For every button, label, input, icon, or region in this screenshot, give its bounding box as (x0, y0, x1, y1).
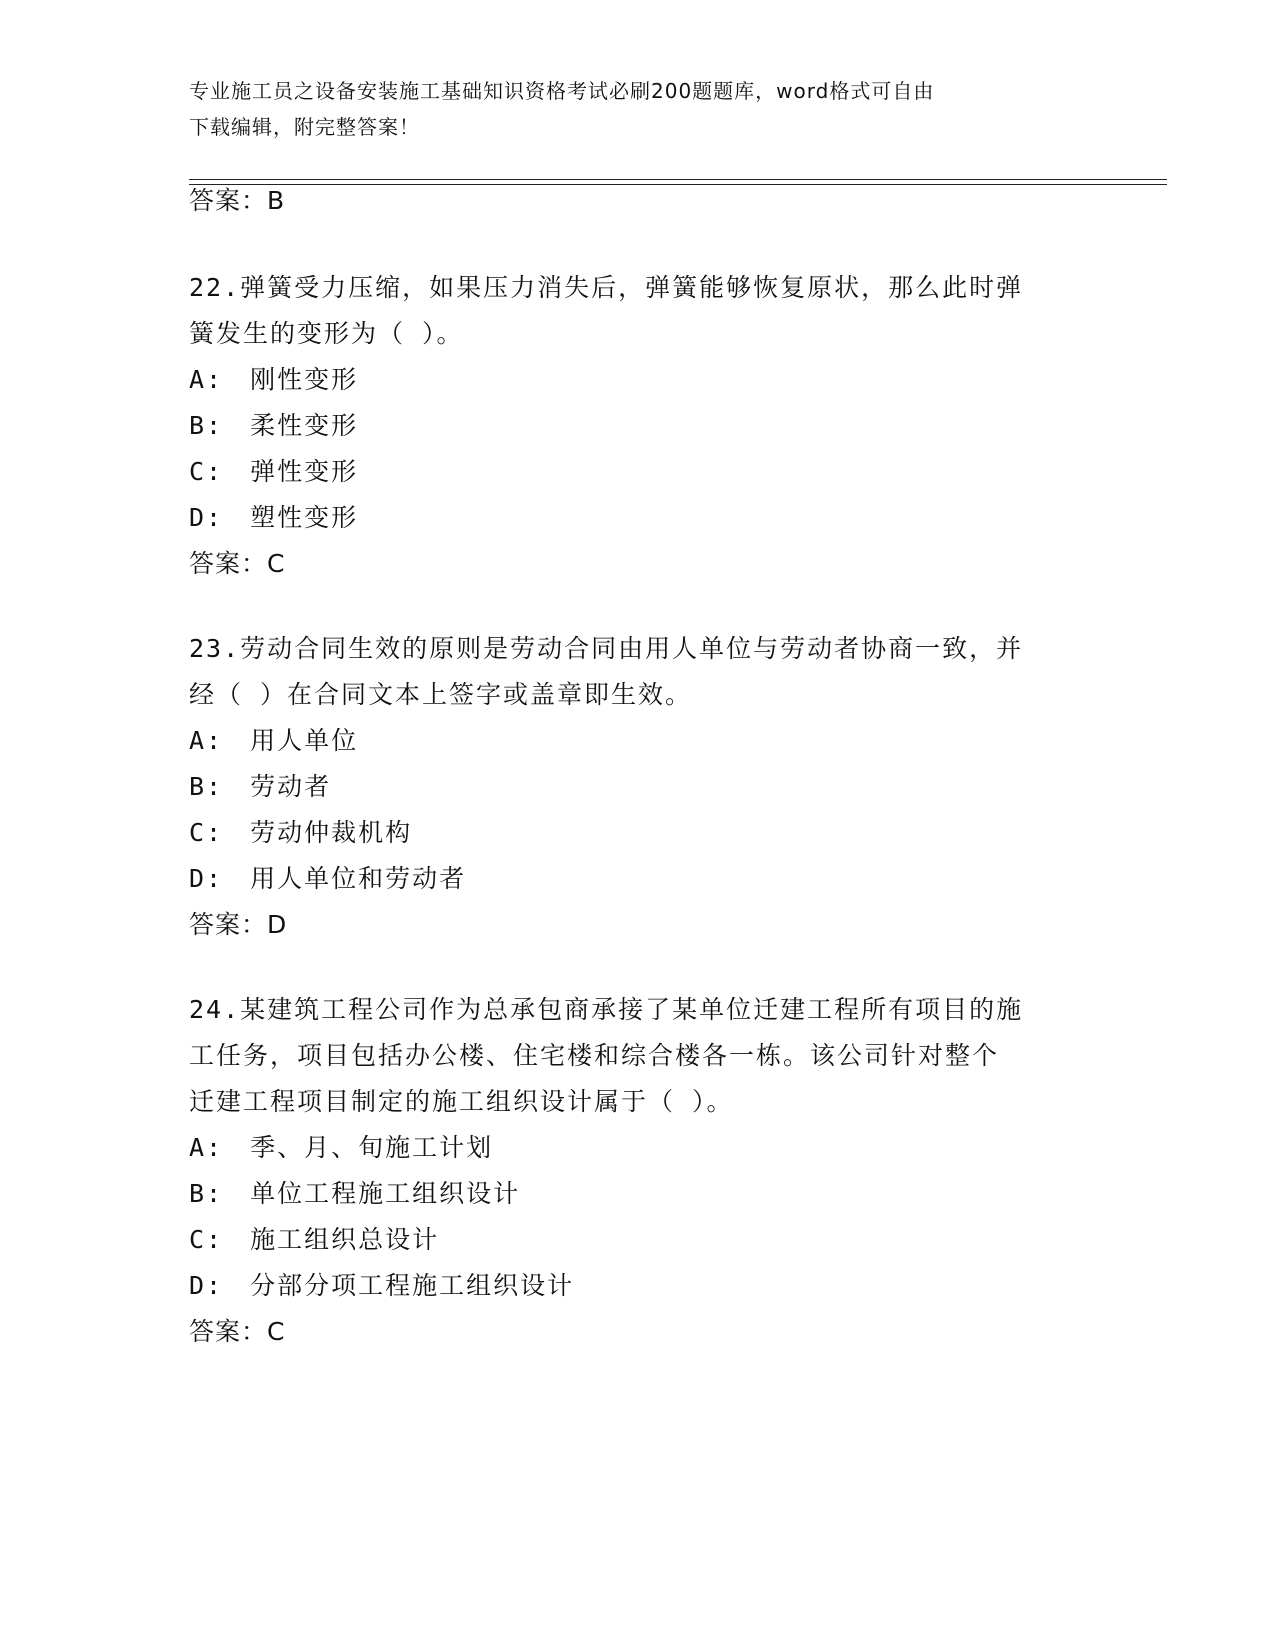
question-23-answer: 答案：D (189, 910, 288, 939)
document-header (189, 73, 1089, 145)
question-22-option-a: A: 刚性变形 (189, 365, 359, 394)
question-24-option-d: D: 分部分项工程施工组织设计 (189, 1271, 575, 1300)
question-24-option-c: C: 施工组织总设计 (189, 1225, 440, 1254)
question-24-text-line-2: 工任务，项目包括办公楼、住宅楼和综合楼各一栋。该公司针对整个 (189, 1041, 1000, 1070)
question-24 (189, 987, 1089, 1355)
question-22-text-line-2: 簧发生的变形为（ ）。 (189, 319, 464, 348)
question-23-text-line-2: 经（ ）在合同文本上签字或盖章即生效。 (189, 680, 693, 709)
question-23-text-line-1: 23.劳动合同生效的原则是劳动合同由用人单位与劳动者协商一致，并 (189, 634, 1024, 663)
question-22 (189, 265, 1089, 587)
header-line-1: 专业施工员之设备安装施工基础知识资格考试必刷200题题库，word格式可自由 (189, 79, 935, 103)
previous-answer-block (189, 178, 1089, 224)
question-23 (189, 626, 1089, 948)
question-24-option-b: B: 单位工程施工组织设计 (189, 1179, 521, 1208)
question-22-text-line-1: 22.弹簧受力压缩，如果压力消失后，弹簧能够恢复原状，那么此时弹 (189, 273, 1024, 302)
header-line-2: 下载编辑，附完整答案！ (189, 115, 420, 139)
question-24-option-a: A: 季、月、旬施工计划 (189, 1133, 494, 1162)
question-22-option-d: D: 塑性变形 (189, 503, 359, 532)
question-24-text-line-3: 迁建工程项目制定的施工组织设计属于（ ）。 (189, 1087, 734, 1116)
question-23-option-d: D: 用人单位和劳动者 (189, 864, 467, 893)
question-23-option-a: A: 用人单位 (189, 726, 359, 755)
question-24-text-line-1: 24.某建筑工程公司作为总承包商承接了某单位迁建工程所有项目的施 (189, 995, 1024, 1024)
question-23-option-c: C: 劳动仲裁机构 (189, 818, 413, 847)
question-22-answer: 答案：C (189, 549, 286, 578)
question-23-option-b: B: 劳动者 (189, 772, 332, 801)
previous-answer: 答案：B (189, 186, 286, 215)
question-24-answer: 答案：C (189, 1317, 286, 1346)
question-22-option-b: B: 柔性变形 (189, 411, 359, 440)
question-22-option-c: C: 弹性变形 (189, 457, 359, 486)
